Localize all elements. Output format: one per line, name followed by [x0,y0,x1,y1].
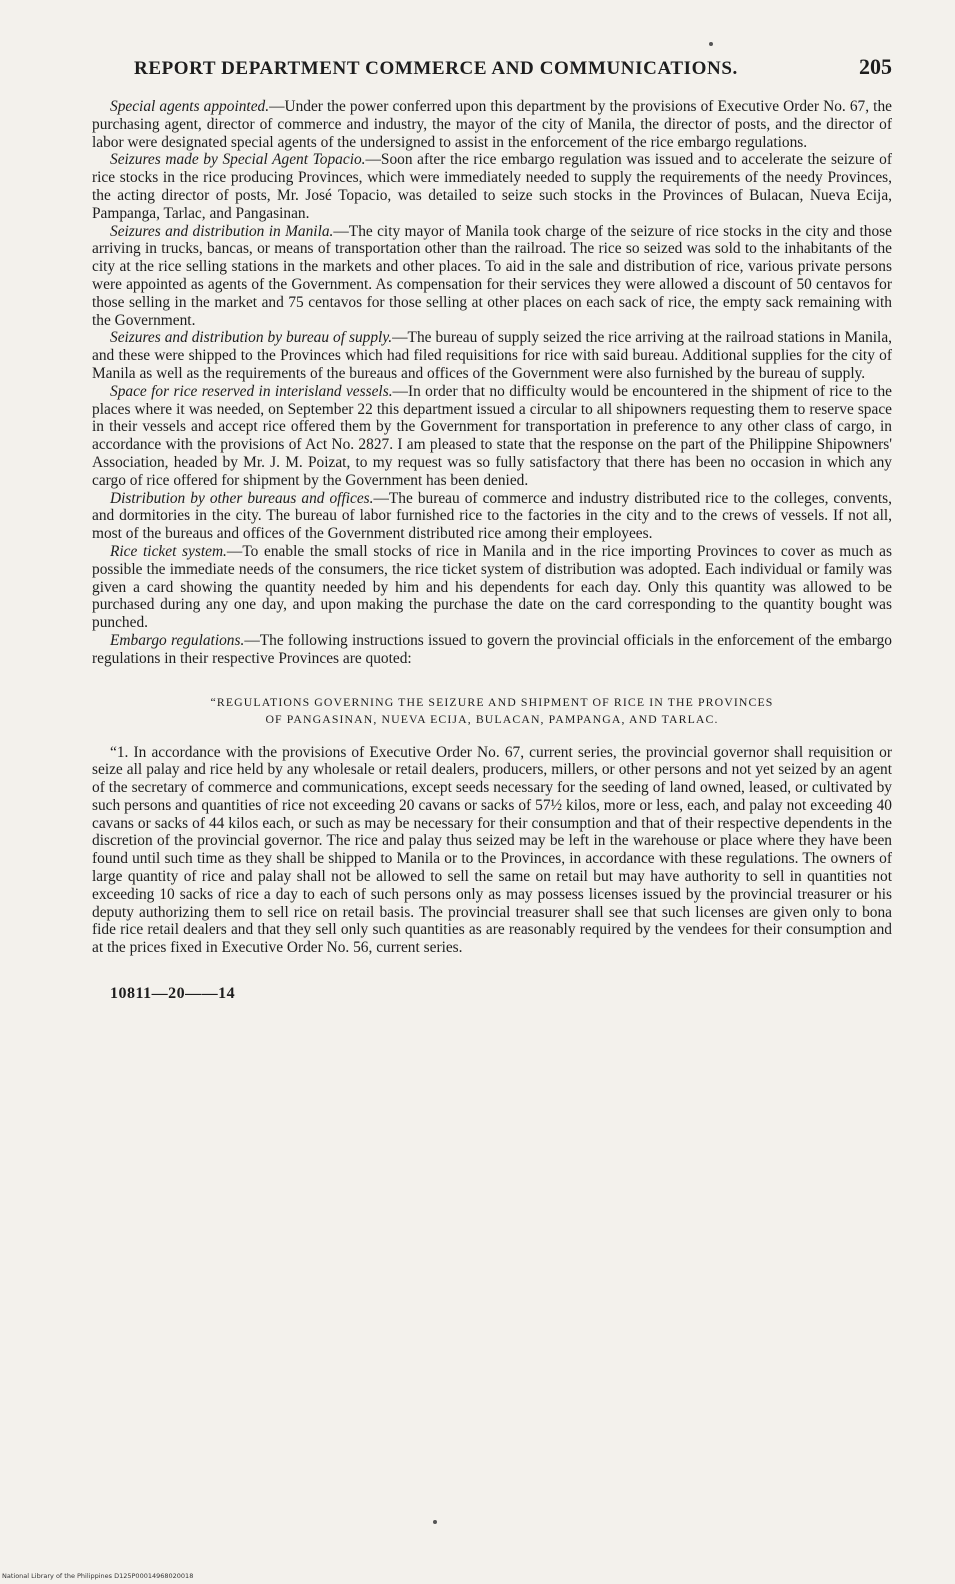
signature-mark: 10811—20——14 [110,985,236,1003]
page-number: 205 [859,54,892,79]
paragraph-special-agents: Special agents appointed.—Under the power conferred upon this department by the provisions of Executive Order No. 67, the purchasing agent, director of commerce and industry, the mayor of the city of Manila, the director of posts, and the director of labor were designated special agents of the undersigned to assist in the enforcement of the rice embargo regulations. [92,98,892,151]
paragraph-rice-ticket: Rice ticket system.—To enable the small stocks of rice in Manila and in the rice importing Provinces to cover as much as possible the immediate needs of the consumers, the rice ticket system of distribution was adopted. Each individual or family was given a card showing the quantity needed by him and his dependents for each day. Only this quantity was allowed to be purchased during any one day, and upon making the purchase the date on the card corresponding to the quantity bought was punched. [92,542,892,632]
running-head [92,54,892,80]
paragraph-other-bureaus: Distribution by other bureaus and offices.—The bureau of commerce and industry distributed rice to the colleges, convents, and dormitories in the city. The bureau of labor furnished rice to the factories in the city and to the crews of vessels. If not all, most of the bureaus and offices of the Government distributed rice among their employees. [92,489,892,543]
paragraph-bureau-of-supply: Seizures and distribution by bureau of supply.—The bureau of supply seized the rice arriving at the railroad stations in Manila, and these were shipped to the Provinces which had filed requisitions for rice with said bureau. Additional supplies for the city of Manila as well as the requirements of the bureaus and offices of the Government were also furnished by the bureau of supply. [92,329,892,382]
paragraph-interisland-vessels: Space for rice reserved in interisland vessels.—In order that no difficulty would be encountered in the shipment of rice to the places where it was needed, on September 22 this department issued a circular to all shipowners requesting them to reserve space in their vessels and accept rice offered them by the Government for transportation in preference to any other class of cargo, in accordance with the provisions of Act No. 2827. I am pleased to state that the response on the part of the Philippine Shipowners' Association, headed by Mr. J. M. Poizat, to my request was so fully satisfactory that there has been no occasion in which any cargo of rice offered for shipment by the Government has been denied. [92,382,892,489]
regulations-title [92,694,892,728]
scan-credit: National Library of the Philippines D125P00014968020018 [2,1572,194,1580]
regulations-title-line-2: OF PANGASINAN, NUEVA ECIJA, BULACAN, PAMPANGA, AND TARLAC. [265,711,719,726]
document-page [92,54,892,1003]
speck [433,1520,437,1524]
paragraph-embargo-regulations: Embargo regulations.—The following instructions issued to govern the provincial officials in the enforcement of the embargo regulations in their respective Provinces are quoted: [92,631,892,667]
paragraph-seizures-topacio: Seizures made by Special Agent Topacio.—Soon after the rice embargo regulation was issued and to accelerate the seizure of rice stocks in the rice producing Provinces, which were immediately needed to supply the requirements of the needy Provinces, the acting director of posts, Mr. José Topacio, was detailed to seize such stocks in the Provinces of Bulacan, Nueva Ecija, Pampanga, Tarlac, and Pangasinan. [92,151,892,222]
regulation-item-1: “1. In accordance with the provisions of Executive Order No. 67, current series, the provincial governor shall requisition or seize all palay and rice held by any wholesale or retail dealers, producers, millers, or other persons and not yet seized by an agent of the secretary of commerce and communications, except seeds necessary for the seeding of land owned, leased, or cultivated by such persons and quantities of rice not exceeding 20 cavans or sacks of 57½ kilos, more or less, each, and palay not exceeding 40 cavans or sacks of 44 kilos each, or such as may be necessary for their consumption and that of their respective dependents in the discretion of the provincial governor. The rice and palay thus seized may be left in the warehouse or place where they have been found until such time as they shall be shipped to Manila or to the Provinces, in accordance with these regulations. The owners of large quantity of rice and palay shall not be allowed to sell the same on retail but may have authority to sell in quantities not exceeding 10 sacks of rice a day to each of such persons only as may possess licenses issued by the provincial treasurer or his deputy authorizing them to sell rice on retail basis. The provincial treasurer shall see that such licenses are given only to bona fide rice retail dealers and that they sell only such quantities as are reasonably required by the vendees for their consumption and at the prices fixed in Executive Order No. 56, current series. [92,743,892,957]
paragraph-seizures-manila: Seizures and distribution in Manila.—The city mayor of Manila took charge of the seizure of rice stocks in the city and those arriving in trucks, bancas, or means of transportation other than the railroad. The rice so seized was sold to the inhabitants of the city at the rice selling stations in the markets and other places. To aid in the sale and distribution of rice, various private persons were appointed as agents of the Government. As compensation for their services they were allowed a discount of 50 centavos for those selling in the market and 75 centavos for those selling at other places on each sack of rice, the empty sack remaining with the Government. [92,222,892,329]
regulations-title-line-1: “REGULATIONS GOVERNING THE SEIZURE AND SHIPMENT OF RICE IN THE PROVINCES [210,694,774,709]
speck [709,42,713,46]
running-head-title: REPORT DEPARTMENT COMMERCE AND COMMUNICATIONS. [134,58,738,79]
